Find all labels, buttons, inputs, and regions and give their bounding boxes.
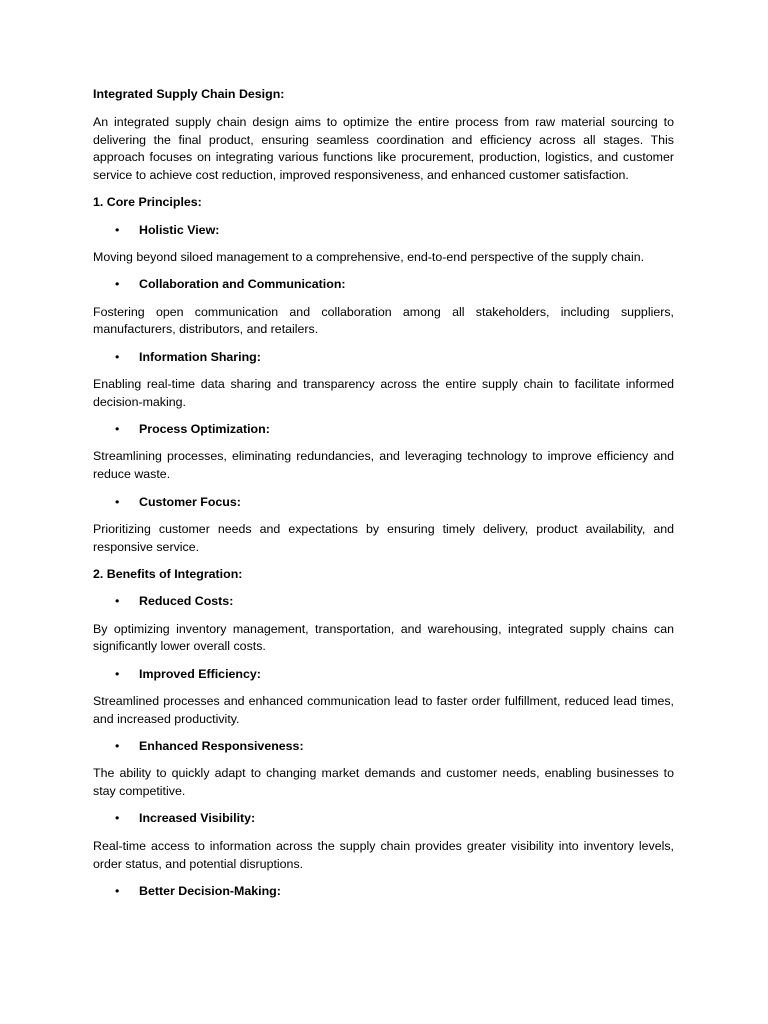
bullet-label: Better Decision-Making: <box>139 883 281 898</box>
bullet-icon: • <box>115 739 120 754</box>
item-description: Streamlining processes, eliminating redundancies, and leveraging technology to improve efficiency and reduce waste. <box>93 449 674 482</box>
bullet-label: Reduced Costs: <box>139 594 234 609</box>
bullet-item <box>93 276 674 294</box>
bullet-icon: • <box>115 422 120 437</box>
bullet-icon: • <box>115 811 120 826</box>
bullet-label: Information Sharing: <box>139 349 261 364</box>
document-page <box>93 86 674 910</box>
bullet-item <box>93 666 674 684</box>
item-description: Enabling real-time data sharing and transparency across the entire supply chain to facilitate informed decision-making. <box>93 377 674 409</box>
bullet-label: Enhanced Responsiveness: <box>139 739 304 754</box>
section-heading-core-principles: 1. Core Principles: <box>93 195 202 210</box>
bullet-item <box>93 738 674 756</box>
item-description: Real-time access to information across the supply chain provides greater visibility into inventory levels, order status, and potential disruptions. <box>93 838 674 871</box>
bullet-label: Collaboration and Communication: <box>139 277 346 292</box>
document-title: Integrated Supply Chain Design: <box>93 87 285 101</box>
bullet-label: Customer Focus: <box>139 494 241 509</box>
bullet-item <box>93 421 674 439</box>
bullet-label: Increased Visibility: <box>139 811 256 826</box>
item-description: Streamlined processes and enhanced communication lead to faster order fulfillment, reduced lead times, and increased productivity. <box>93 693 674 726</box>
bullet-item <box>93 222 674 240</box>
intro-paragraph: An integrated supply chain design aims to optimize the entire process from raw material sourcing to delivering the final product, ensuring seamless coordination and efficiency across all stages. This approach focuses on integrating various functions like procurement, production, logistics, and customer service to achieve cost reduction, improved responsiveness, and enhanced customer satisfaction. <box>93 114 674 183</box>
bullet-icon: • <box>115 594 120 609</box>
bullet-icon: • <box>115 349 120 364</box>
bullet-item <box>93 593 674 611</box>
item-description: Moving beyond siloed management to a comprehensive, end-to-end perspective of the supply chain. <box>93 250 645 265</box>
bullet-icon: • <box>115 494 120 509</box>
bullet-item <box>93 883 674 901</box>
bullet-icon: • <box>115 277 120 292</box>
bullet-item <box>93 810 674 828</box>
bullet-icon: • <box>115 883 120 898</box>
item-description: Fostering open communication and collaboration among all stakeholders, including suppliers, manufacturers, distributors, and retailers. <box>93 304 674 337</box>
bullet-label: Holistic View: <box>139 222 220 237</box>
item-description: By optimizing inventory management, transportation, and warehousing, integrated supply chains can significantly lower overall costs. <box>93 621 674 654</box>
bullet-label: Improved Efficiency: <box>139 666 261 681</box>
bullet-item <box>93 494 674 512</box>
bullet-icon: • <box>115 666 120 681</box>
section-heading-benefits: 2. Benefits of Integration: <box>93 566 243 581</box>
bullet-label: Process Optimization: <box>139 422 270 437</box>
bullet-icon: • <box>115 222 120 237</box>
bullet-item <box>93 349 674 367</box>
item-description: Prioritizing customer needs and expectations by ensuring timely delivery, product availability, and responsive service. <box>93 521 674 554</box>
item-description: The ability to quickly adapt to changing market demands and customer needs, enabling businesses to stay competitive. <box>93 766 674 799</box>
